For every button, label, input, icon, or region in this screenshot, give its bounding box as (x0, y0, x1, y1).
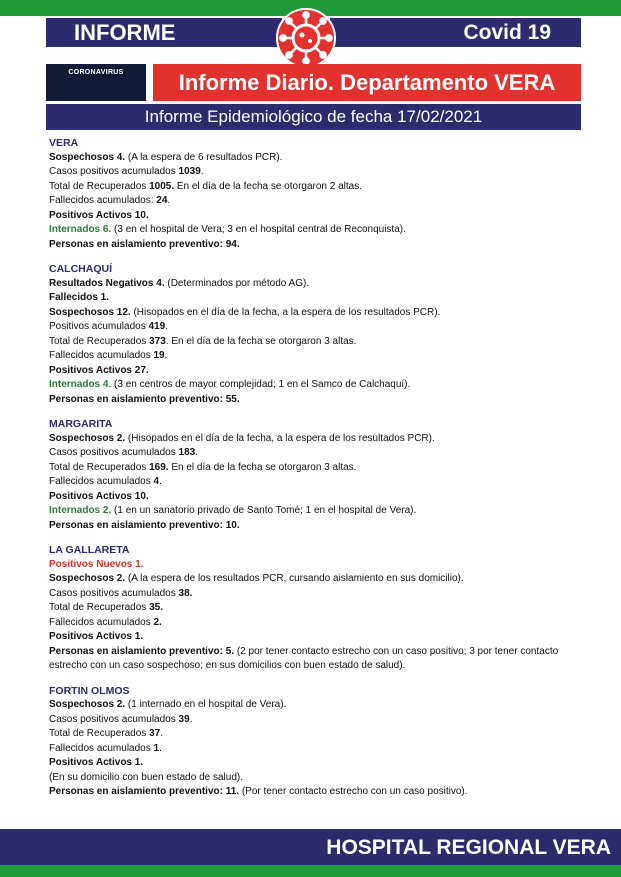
report-date-title: Informe Epidemiológico de fecha 17/02/2021 (46, 104, 581, 130)
domicilio-note-line: (En su domicilio con buen estado de salud). (49, 771, 244, 783)
aislamiento-line: Personas en aislamiento preventivo: 11. (Por tener contacto estrecho con un caso positivo). (49, 786, 468, 797)
recuperados-line: Total de Recuperados 1005. En el día de la fecha se otorgaron 2 altas. (49, 180, 363, 192)
section-title: VERA (49, 137, 79, 149)
footer-hospital-name: HOSPITAL REGIONAL VERA (326, 836, 611, 859)
informe-label: INFORME (46, 18, 282, 47)
positivos-activos-line: Positivos Activos 1. (49, 631, 144, 642)
positivos-acumulados-line: Positivos acumulados 419. (49, 321, 168, 332)
recuperados-line: Total de Recuperados 169. En el día de la fecha se otorgaron 3 altas. (49, 461, 357, 473)
aislamiento-line: Personas en aislamiento preventivo: 5. (2 por tener contacto estrecho con un caso positivo; 3 por tener contacto estrecho con un caso sospechoso; en sus domicilios con buen estado de salud). (49, 645, 559, 671)
fallecidos-line: Fallecidos acumulados 1. (49, 742, 162, 754)
recuperados-line: Total de Recuperados 35. (49, 602, 163, 613)
positivos-acumulados-line: Casos positivos acumulados 39. (49, 713, 193, 725)
recuperados-line: Total de Recuperados 37. (49, 728, 163, 739)
negativos-line: Resultados Negativos 4. (Determinados por método AG). (49, 277, 310, 289)
section-calchaqui (49, 262, 569, 407)
fallecidos-acumulados-line: Fallecidos acumulados 19. (49, 350, 168, 361)
fallecidos-line: Fallecidos acumulados 2. (49, 616, 162, 628)
virus-logo-icon (276, 8, 336, 68)
internados-line: Internados 4. (3 en centros de mayor complejidad; 1 en el Samco de Calchaquí). (49, 379, 411, 390)
sospechosos-line: Sospechosos 4. (A la espera de 6 resultados PCR). (49, 151, 283, 163)
section-vera (49, 136, 569, 252)
bottom-green-bar (0, 865, 621, 877)
fallecidos-line: Fallecidos acumulados: 24. (49, 195, 171, 206)
positivos-acumulados-line: Casos positivos acumulados 1039. (49, 166, 204, 177)
aislamiento-line: Personas en aislamiento preventivo: 55. (49, 393, 240, 405)
sospechosos-line: Sospechosos 2. (A la espera de los resultados PCR, cursando aislamiento en sus domicilio). (49, 573, 464, 584)
section-la-gallareta (49, 543, 569, 674)
section-title: MARGARITA (49, 418, 113, 430)
positivos-activos-line: Positivos Activos 10. (49, 490, 149, 502)
section-title: CALCHAQUÍ (49, 263, 112, 275)
positivos-acumulados-line: Casos positivos acumulados 183. (49, 447, 198, 458)
sospechosos-line: Sospechosos 2. (Hisopados en el día de la fecha, a la espera de los resultados PCR). (49, 432, 435, 444)
positivos-activos-line: Positivos Activos 1. (49, 757, 144, 768)
coronavirus-thumbnail (46, 64, 146, 101)
report-content (49, 136, 569, 810)
aislamiento-line: Personas en aislamiento preventivo: 94. (49, 238, 240, 250)
section-fortin-olmos (49, 684, 569, 800)
section-title: LA GALLARETA (49, 544, 130, 556)
thumb-title: CORONAVIRUS (68, 69, 124, 76)
internados-line: Internados 2. (1 en un sanatorio privado de Santo Tomé; 1 en el hospital de Vera). (49, 505, 417, 516)
main-title: Informe Diario. Departamento VERA (153, 64, 581, 101)
recuperados-line: Total de Recuperados 373. En el día de la fecha se otorgaron 3 altas. (49, 335, 357, 347)
positivos-activos-line: Positivos Activos 10. (49, 209, 149, 221)
sospechosos-line: Sospechosos 12. (Hisopados en el día de la fecha, a la espera de los resultados PCR). (49, 306, 441, 318)
internados-line: Internados 6. (3 en el hospital de Vera; 3 en el hospital central de Reconquista). (49, 224, 406, 235)
aislamiento-line: Personas en aislamiento preventivo: 10. (49, 519, 240, 531)
covid-label: Covid 19 (330, 18, 581, 47)
positivos-acumulados-line: Casos positivos acumulados 38. (49, 587, 193, 599)
positivos-nuevos-line: Positivos Nuevos 1. (49, 558, 144, 570)
fallecidos-line: Fallecidos acumulados 4. (49, 476, 162, 487)
section-margarita (49, 417, 569, 533)
section-title: FORTIN OLMOS (49, 684, 130, 697)
fallecidos-line: Fallecidos 1. (49, 292, 110, 303)
sospechosos-line: Sospechosos 2. (1 internado en el hospital de Vera). (49, 699, 287, 710)
positivos-activos-line: Positivos Activos 27. (49, 364, 149, 376)
